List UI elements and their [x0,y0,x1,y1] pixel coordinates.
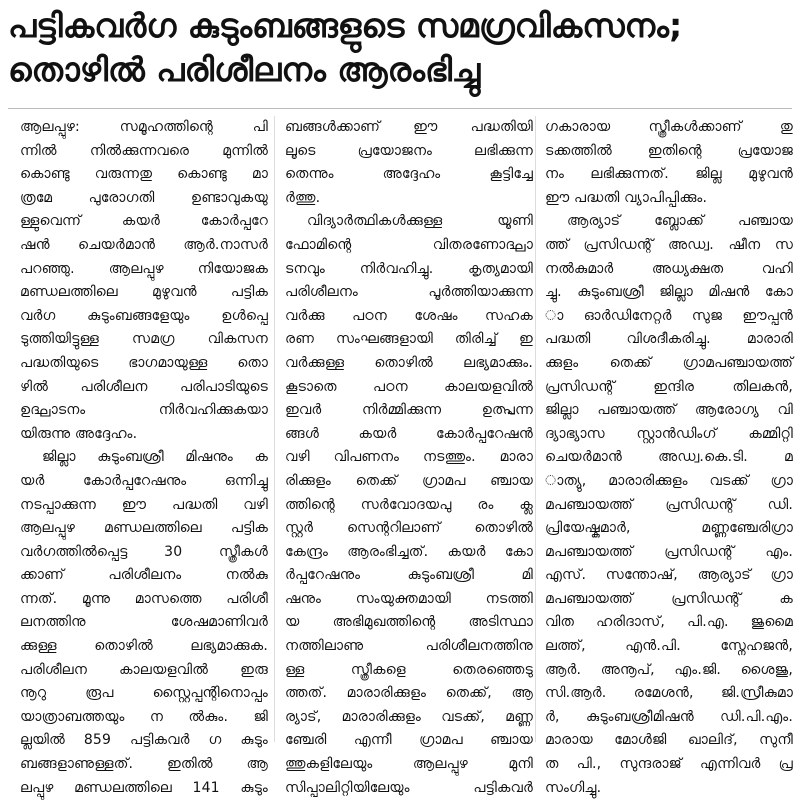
article-line: ള്ളുവെന്ന് കയർ കോർപ്പറേ [20,213,268,230]
article-line: ർത്തു. [285,189,321,206]
column-divider [535,116,536,742]
article-line: കേന്ദ്രം ആരംഭിച്ചത്. കയർ കോ [285,543,533,560]
article-line: രണ സംഘങ്ങളായി തിരിച്ച് ഇ [285,331,533,348]
article-line: വർഗത്തിൽപ്പെട്ട 30 സ്ത്രീകൾ [20,543,268,560]
article-line: ത്തത്. മാരാരിക്കുളം തെക്ക്, ആ [285,685,533,702]
article-line: ഇവർ നിർമ്മിക്കുന്ന ഉത്പ്പന്ന [285,402,533,419]
article-line: ടുത്തിയിട്ടുള്ള സമഗ്ര വികസന [20,331,268,348]
article-line: യർ കോർപ്പറേഷനും ഒന്നിച്ചു [20,472,268,489]
article-line: ർപ്പറേഷനും കുടുംബശ്രീ മി [285,567,533,584]
article-line: സിപ്പാലിറ്റിയിലേയും പട്ടികവർ [285,779,533,796]
article-line: ജില്ലാ പഞ്ചായത്ത് ആരോഗ്യ വി [545,402,793,419]
article-line: ലത്ത്, എൻ.പി. സ്നേഹജൻ, [545,638,793,655]
article-line: യിരുന്നു അദ്ദേഹം. [20,425,138,442]
article-line: ന്നിൽ നിൽക്കുന്നവരെ മുന്നിൽ [20,142,268,159]
article-line: വിത ഹരിദാസ്, പി.എ. ജുമൈ [545,614,793,631]
article-line: പറഞ്ഞു. ആലപ്പുഴ നിയോജക [20,260,268,277]
article-line: ക്കുളം തെക്ക് ഗ്രാമപഞ്ചായത്ത് [545,354,793,371]
headline-line-1: പട്ടികവർഗ കുടുംബങ്ങളുടെ സമഗ്രവികസനം; [8,6,683,45]
article-line: ച്ചു. കുടുംബശ്രീ ജില്ലാ മിഷൻ കോ [545,284,793,301]
article-line: ലപ്പുഴ മണ്ഡലത്തിലെ 141 കുടും [20,779,268,796]
article-line: മണ്ഡലത്തിലെ മുഴുവൻ പട്ടിക [20,284,268,301]
article-line: ടനവും നിർവഹിച്ചു. കൃത്യമായി [285,260,533,277]
headline [8,4,792,92]
article-line: തെന്നും അദ്ദേഹം കൂട്ടിച്ചേ [285,166,533,183]
article-line: ആലപ്പുഴ: സമൂഹത്തിന്റെ പി [20,119,268,135]
article-line: ാത്യു, മാരാരിക്കുളം വടക്ക് ഗ്രാ [545,472,793,489]
article-line: ദ്യാഭ്യാസ സ്റ്റാൻഡിംഗ് കമ്മിറ്റി [545,425,793,442]
article-line: ഈ പദ്ധതി വ്യാപിപ്പിക്കും. [545,189,708,206]
article-line: കൊണ്ടു വരുന്നതു കൊണ്ടു മാ [20,166,268,183]
article-line: വഴി വിപണനം നടത്തും. മാരാ [285,449,533,466]
column-divider [274,116,275,742]
article-line: പരിശീലന കാലയളവിൽ ഇരു [20,661,268,678]
article-line: ലനത്തിനു ശേഷമാണിവർ [20,614,268,631]
article-line: രിക്കുളം തെക്ക് ഗ്രാമപ ഞ്ചായ [285,472,533,489]
headline-line-2: തൊഴിൽ പരിശീലനം ആരംഭിച്ചു [8,50,481,89]
article-line: പദ്ധതി വിശദീകരിച്ചു. മാരാരി [545,331,793,348]
article-line: മപഞ്ചായത്ത് പ്രസിഡന്റ് ഡി. [545,496,793,513]
article-line: ങ്ങൾ കയർ കോർപ്പറേഷൻ [285,425,533,442]
headline-divider [8,108,792,109]
article-line: നം ലഭിക്കുന്നത്. ജില്ല മുഴുവൻ [545,166,793,183]
article-line: യാത്രാബത്തയും ന ൽകും. ജി [20,708,268,725]
article-line: ആലപ്പുഴ മണ്ഡലത്തിലെ പട്ടിക [20,520,268,537]
article-line: വിദ്യാർത്ഥികൾക്കുള്ള യൂണി [307,213,533,230]
article-line: മാരായ മോൾജി ഖാലിദ്, സുനീ [545,732,793,749]
article-line: ഉദ്ഘാടനം നിർവഹിക്കുകയാ [20,402,268,419]
article-line: ലൂടെ പ്രയോജനം ലഭിക്കുന്ന [285,142,533,159]
article-line: ത്തിന്റെ സർവോദയപു രം ക്ല [285,496,533,513]
article-line: ജില്ലാ കുടുംബശ്രീ മിഷനും ക [42,449,268,466]
article-line: പരിശീലനം പൂർത്തിയാക്കുന്ന [285,284,533,301]
article-line: ക്കാണ് പരിശീലനം നൽകു [20,567,268,584]
article-column-1 [20,116,268,796]
article-line: ഗകാരായ സ്ത്രീകൾക്കാണ് തു [545,119,793,135]
article-line: യ അഭിമുഖത്തിന്റെ അടിസ്ഥാ [285,614,533,631]
article-line: നൂറു രൂപ സ്റ്റൈപ്പന്റിനൊപ്പം [20,685,268,702]
article-line: ത്തുകളിലേയും ആലപ്പുഴ മുനി [285,756,533,773]
article-line: ാ ഓർഡിനേറ്റർ സുജ ഈപ്പൻ [545,307,793,324]
article-line: നടപ്പാക്കുന്ന ഈ പദ്ധതി വഴി [20,496,268,513]
article-line: ത്രമേ പുരോഗതി ഉണ്ടാവുകയു [20,189,268,206]
article-line: പ്രിയേഷ്കുമാർ, മണ്ണഞ്ചേരിഗ്രാ [545,520,793,537]
article-line: ഷൻ ചെയർമാൻ ആർ.നാസർ [20,236,268,253]
article-line: എസ്. സന്തോഷ്, ആര്യാട് ഗ്രാ [545,567,793,584]
article-line: ത്ത് പ്രസിഡന്റ് അഡ്വ. ഷീന സ [545,236,793,253]
article-line: ർ, കുടുംബശ്രീമിഷൻ ഡി.പി.എം. [545,708,793,725]
article-line: ക്കുള്ള തൊഴിൽ ലഭ്യമാക്കുക. [20,638,268,655]
article-line: പദ്ധതിയുടെ ഭാഗമായുള്ള തൊ [20,354,268,371]
article-line: വർഗ കുടുംബങ്ങളേയും ഉൾപ്പെ [20,307,268,324]
article-line: ഫോമിന്റെ വിതരണോദ്ഘാ [285,236,533,253]
article-line: സംഗിച്ചു. [545,779,602,796]
article-line: ഴിൽ പരിശീലന പരിപാടിയുടെ [20,378,268,395]
article-line: ല്ലയിൽ 859 പട്ടികവർ ഗ കുടും [20,732,268,749]
article-line: കൂടാതെ പഠന കാലയളവിൽ [285,378,533,395]
article-line: ഞ്ചേരി എന്നീ ഗ്രാമപ ഞ്ചായ [285,732,533,749]
article-column-2 [285,116,533,796]
article-line: വർക്കുള്ള തൊഴിൽ ലഭ്യമാക്കും. [285,354,533,371]
article-line: പ്രസിഡന്റ് ഇന്ദിര തിലകൻ, [545,378,793,395]
article-line: ള്ള സ്ത്രീകളെ തെരഞ്ഞെടു [285,661,533,678]
article-line: ഷനും സംയുക്തമായി നടത്തി [285,590,533,607]
article-line: സ്റ്റർ സെന്ററിലാണ് തൊഴിൽ [285,520,533,537]
article-line: ചെയർമാൻ അഡ്വ.കെ.ടി. മ [545,449,793,466]
article-line: ബങ്ങളാണുള്ളത്. ഇതിൽ ആ [20,756,268,773]
article-line: ആർ. അനൂപ്, എം.ജി. ശൈജു, [545,661,793,678]
article-line: മപഞ്ചായത്ത് പ്രസിഡന്റ് എം. [545,543,793,560]
article-column-3 [545,116,793,796]
article-line: ര്യാട്, മാരാരിക്കുളം വടക്ക്, മണ്ണ [285,708,533,725]
article-line: നത്തിലാണു പരിശീലനത്തിനു [285,638,533,655]
article-line: ബങ്ങൾക്കാണ് ഈ പദ്ധതിയി [285,119,533,135]
article-line: വർക്കു പഠന ശേഷം സഹക [285,307,533,324]
article-line: ന്നത്. മൂന്നു മാസത്തെ പരിശീ [20,590,268,607]
article-line: നൽകുമാർ അധ്യക്ഷത വഹി [545,260,793,277]
article-line: ആര്യാട് ബ്ലോക്ക് പഞ്ചായ [567,213,793,230]
article-line: ടക്കത്തിൽ ഇതിന്റെ പ്രയോജ [545,142,793,159]
article-line: ത പി., സുന്ദരാജ് എന്നിവർ പ്ര [545,756,793,773]
article-line: മപഞ്ചായത്ത് പ്രസിഡന്റ് ക [545,590,793,607]
article-line: സി.ആർ. രമേശൻ, ജി.സ്രീകുമാ [545,685,793,702]
